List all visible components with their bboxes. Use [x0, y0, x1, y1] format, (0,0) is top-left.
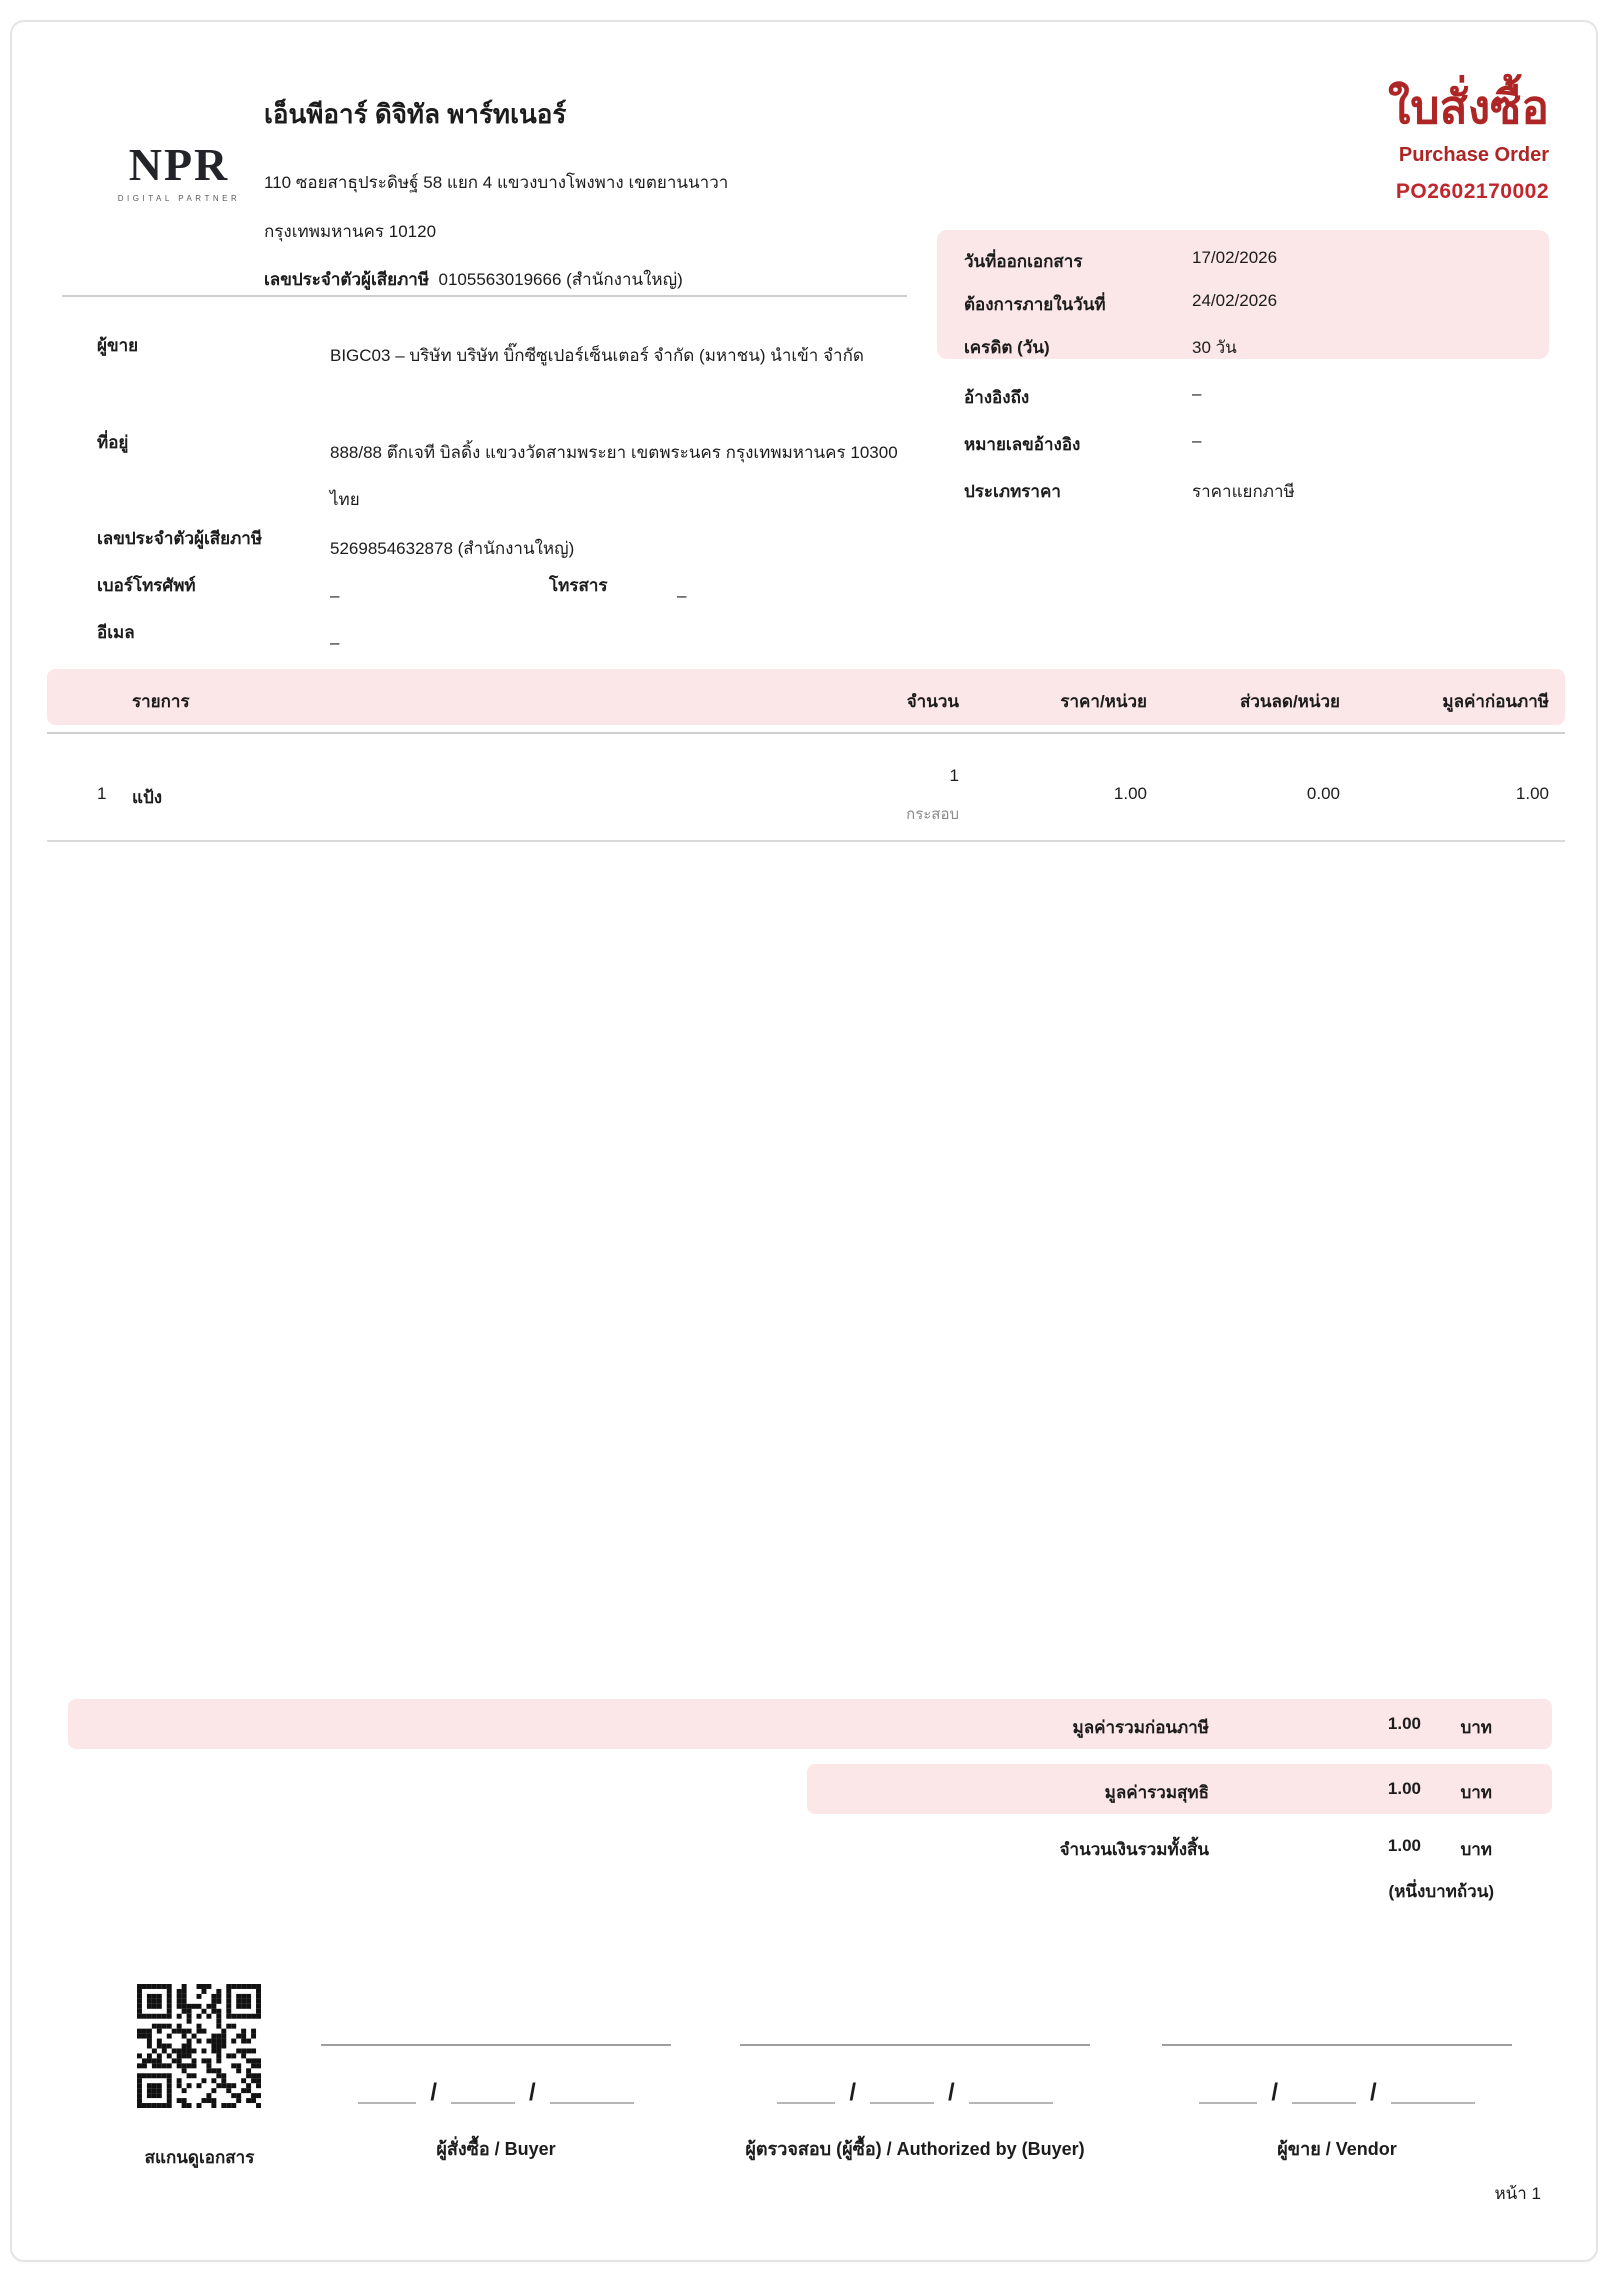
net-total-bar — [807, 1764, 1552, 1814]
table-header — [47, 669, 1565, 725]
vendor-address-label: ที่อยู่ — [97, 433, 129, 452]
vendor-phone-value: – — [330, 586, 340, 605]
table-row — [47, 744, 1565, 838]
item-discount: 0.00 — [1306, 784, 1340, 803]
vendor-address-value: 888/88 ตึกเจที บิลดิ้ง แขวงวัดสามพระยา เขตพระนคร กรุงเทพมหานคร 10300 ไทย — [330, 443, 898, 509]
item-name: แป้ง — [132, 788, 163, 807]
col-unit-price: ราคา/หน่วย — [1060, 692, 1147, 711]
total-pre-tax-bar — [68, 1699, 1552, 1749]
row-number: 1 — [97, 784, 107, 803]
item-amount: 1.00 — [1515, 784, 1549, 803]
company-address-line1: 110 ซอยสาธุประดิษฐ์ 58 แยก 4 แขวงบางโพงพาง เขตยานนาวา — [264, 173, 729, 192]
issue-date-value: 17/02/2026 — [1192, 248, 1278, 267]
ref-number-label: หมายเลขอ้างอิง — [964, 435, 1081, 454]
ref-number-value: – — [1192, 431, 1202, 450]
total-pre-tax-currency: บาท — [1460, 1718, 1492, 1737]
vendor-block — [97, 322, 927, 662]
grand-total-row — [807, 1824, 1552, 1868]
grand-total-value: 1.00 — [1387, 1836, 1421, 1855]
doc-number: PO2602170002 — [1395, 180, 1549, 203]
table-header-divider — [47, 732, 1565, 734]
signature-date-line: / / — [1162, 2094, 1512, 2104]
vendor-fax-label: โทรสาร — [549, 576, 608, 595]
required-date-label: ต้องการภายในวันที่ — [964, 295, 1106, 314]
col-qty: จำนวน — [906, 692, 959, 711]
grand-total-label: จำนวนเงินรวมทั้งสิ้น — [1059, 1840, 1209, 1859]
vendor-phone-label: เบอร์โทรศัพท์ — [97, 576, 196, 595]
qr-caption: สแกนดูเอกสาร — [144, 2148, 255, 2167]
vendor-value: BIGC03 – บริษัท บริษัท บิ๊กซีซูเปอร์เซ็นเตอร์ จำกัด (มหาชน) นำเข้า จำกัด — [330, 346, 864, 365]
vendor-email-label: อีเมล — [97, 623, 135, 642]
header-divider — [62, 295, 907, 297]
vendor-tax-id-value: 5269854632878 (สำนักงานใหญ่) — [330, 539, 575, 558]
doc-ref-block — [937, 367, 1549, 527]
signature-buyer-label: ผู้สั่งซื้อ / Buyer — [436, 2139, 556, 2159]
company-tax-id-value: 0105563019666 (สำนักงานใหญ่) — [438, 270, 683, 289]
price-type-label: ประเภทราคา — [964, 482, 1061, 501]
refer-to-value: – — [1192, 384, 1202, 403]
issue-date-label: วันที่ออกเอกสาร — [964, 252, 1083, 271]
company-address-line2: กรุงเทพมหานคร 10120 — [264, 222, 437, 241]
required-date-value: 24/02/2026 — [1192, 291, 1278, 310]
col-item: รายการ — [132, 692, 190, 711]
total-pre-tax-value: 1.00 — [1387, 1714, 1421, 1733]
signature-authorized — [740, 2044, 1090, 2163]
signature-vendor-label: ผู้ขาย / Vendor — [1277, 2139, 1397, 2159]
refer-to-label: อ้างอิงถึง — [964, 388, 1030, 407]
company-tax-id-label: เลขประจำตัวผู้เสียภาษี — [264, 270, 430, 289]
logo-subtext: DIGITAL PARTNER — [117, 194, 241, 203]
logo-text: NPR — [128, 139, 230, 190]
amount-in-words: (หนึ่งบาทถ้วน) — [1388, 1882, 1494, 1901]
signature-date-line: / / — [321, 2094, 671, 2104]
item-unit-price: 1.00 — [1113, 784, 1147, 803]
table-row-divider — [47, 840, 1565, 842]
col-pre-tax-amount: มูลค่าก่อนภาษี — [1442, 692, 1549, 711]
net-total-label: มูลค่ารวมสุทธิ — [1104, 1783, 1209, 1802]
signature-date-line: / / — [740, 2094, 1090, 2104]
vendor-fax-value: – — [677, 586, 687, 605]
page-number: หน้า 1 — [1494, 2184, 1541, 2203]
net-total-currency: บาท — [1460, 1783, 1492, 1802]
signature-authorized-label: ผู้ตรวจสอบ (ผู้ซื้อ) / Authorized by (Buyer) — [745, 2139, 1085, 2159]
document-card — [10, 20, 1598, 2262]
item-qty: 1 — [949, 766, 959, 785]
vendor-label: ผู้ขาย — [97, 336, 139, 355]
vendor-tax-id-label: เลขประจำตัวผู้เสียภาษี — [97, 529, 263, 548]
signature-line — [740, 2044, 1090, 2046]
col-discount: ส่วนลด/หน่วย — [1239, 692, 1340, 711]
doc-title-en: Purchase Order — [1398, 144, 1549, 166]
qr-code — [137, 1984, 261, 2108]
signature-vendor — [1162, 2044, 1512, 2163]
item-unit: กระสอบ — [906, 806, 959, 823]
signature-line — [321, 2044, 671, 2046]
vendor-email-value: – — [330, 633, 340, 652]
price-type-value: ราคาแยกภาษี — [1192, 482, 1295, 501]
doc-info-box — [937, 230, 1549, 359]
net-total-value: 1.00 — [1387, 1779, 1421, 1798]
total-pre-tax-label: มูลค่ารวมก่อนภาษี — [1072, 1718, 1209, 1737]
grand-total-currency: บาท — [1460, 1840, 1492, 1859]
credit-days-value: 30 วัน — [1192, 338, 1237, 357]
company-tax-id — [264, 266, 683, 293]
doc-title: ใบสั่งซื้อ — [1387, 81, 1549, 133]
company-logo — [114, 139, 244, 203]
signature-buyer — [321, 2044, 671, 2163]
company-name: เอ็นพีอาร์ ดิจิทัล พาร์ทเนอร์ — [264, 99, 567, 129]
credit-days-label: เครดิต (วัน) — [964, 338, 1050, 357]
signature-line — [1162, 2044, 1512, 2046]
